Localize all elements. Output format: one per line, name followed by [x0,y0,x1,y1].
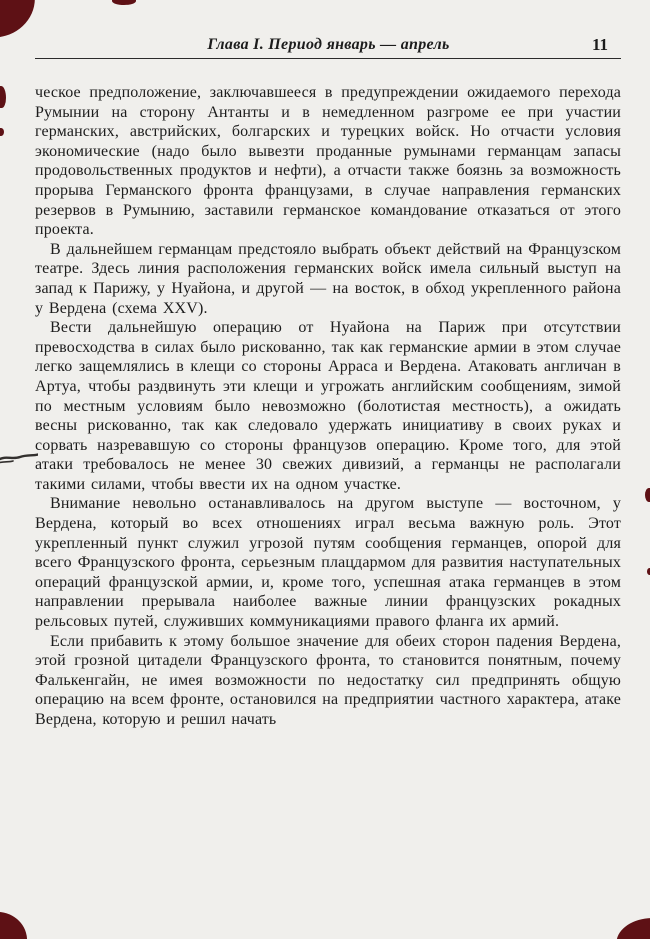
page-header [35,36,622,58]
scan-artifact-left-blotch [0,86,6,108]
scan-artifact-left-speck [0,128,4,136]
header-rule [35,58,621,59]
page-body [35,83,621,730]
paragraph-2: В дальнейшем германцам предстояло выбрать объект действий на Французском театре. Здесь линия расположения германских войск имела сильный выступ на запад к Парижу, у Нуайона, и другой — на восток, в обход укрепленного района у Вердена (схема XXV). [35,240,621,317]
page-number: 11 [591,35,608,54]
scan-artifact-right-edge [645,488,650,502]
paragraph-3: Вести дальнейшую операцию от Нуайона на Париж при отсутствии превосходства в силах было рискованно, так как германские армии в этом случае легко защемлялись в клещи со стороны Арраса и Вердена. Атаковать англичан в Артуа, чтобы раздвинуть эти клещи и угрожать английским сообщениям, зимой по местным условиям было невозможно (болотистая местность), а ожидать весны рискованно, так как следовало удержать инициативу в своих руках и сорвать назревавшую со стороны французов операцию. Кроме того, для этой атаки требовалось не менее 30 свежих дивизий, а германцы не располагали такими силами, чтобы ввести их на одном участке. [35,319,621,493]
scan-artifact-top-edge [112,0,136,5]
paragraph-5: Если прибавить к этому большое значение для обеих сторон падения Вердена, этой грозной цитадели Французского фронта, то становится понятным, почему Фалькенгайн, не имея возможности по недостатку сил предпринять общую операцию на всем фронте, остановился на предприятии частного характера, атаке Вердена, которую и решил начать [35,632,621,728]
margin-pen-mark [0,447,38,469]
paragraph-1: ческое предположение, заключавшееся в предупреждении ожидаемого перехода Румынии на сторону Антанты и в немедленном разгроме ее при участии германских, австрийских, болгарских и турецких войск. Но отчасти условия экономические (надо было вывезти проданные румынами германцам запасы продовольственных продуктов и нефти), а отчасти также боязнь за возможность прорыва Германского фронта французами, в случае направления германских резервов в Румынию, заставили германское командование отказаться от этого проекта. [35,84,621,239]
chapter-title: Глава I. Период январь — апрель [207,36,450,53]
scan-artifact-top-left [0,0,39,39]
scan-artifact-bottom-left [0,911,30,939]
scan-artifact-bottom-right [615,917,650,939]
paragraph-4: Внимание невольно останавливалось на другом выступе — восточном, у Вердена, который во всех отношениях играл весьма важную роль. Этот укрепленный пункт служил угрозой путям сообщения германцев, опорой для всего Французского фронта, серьезным плацдармом для развития наступательных операций французской армии, и, кроме того, успешная атака германцев в этом направлении прерывала наиболее важные линии французских рокадных рельсовых путей, служивших коммуникациями правого фланга их армий. [35,495,621,631]
